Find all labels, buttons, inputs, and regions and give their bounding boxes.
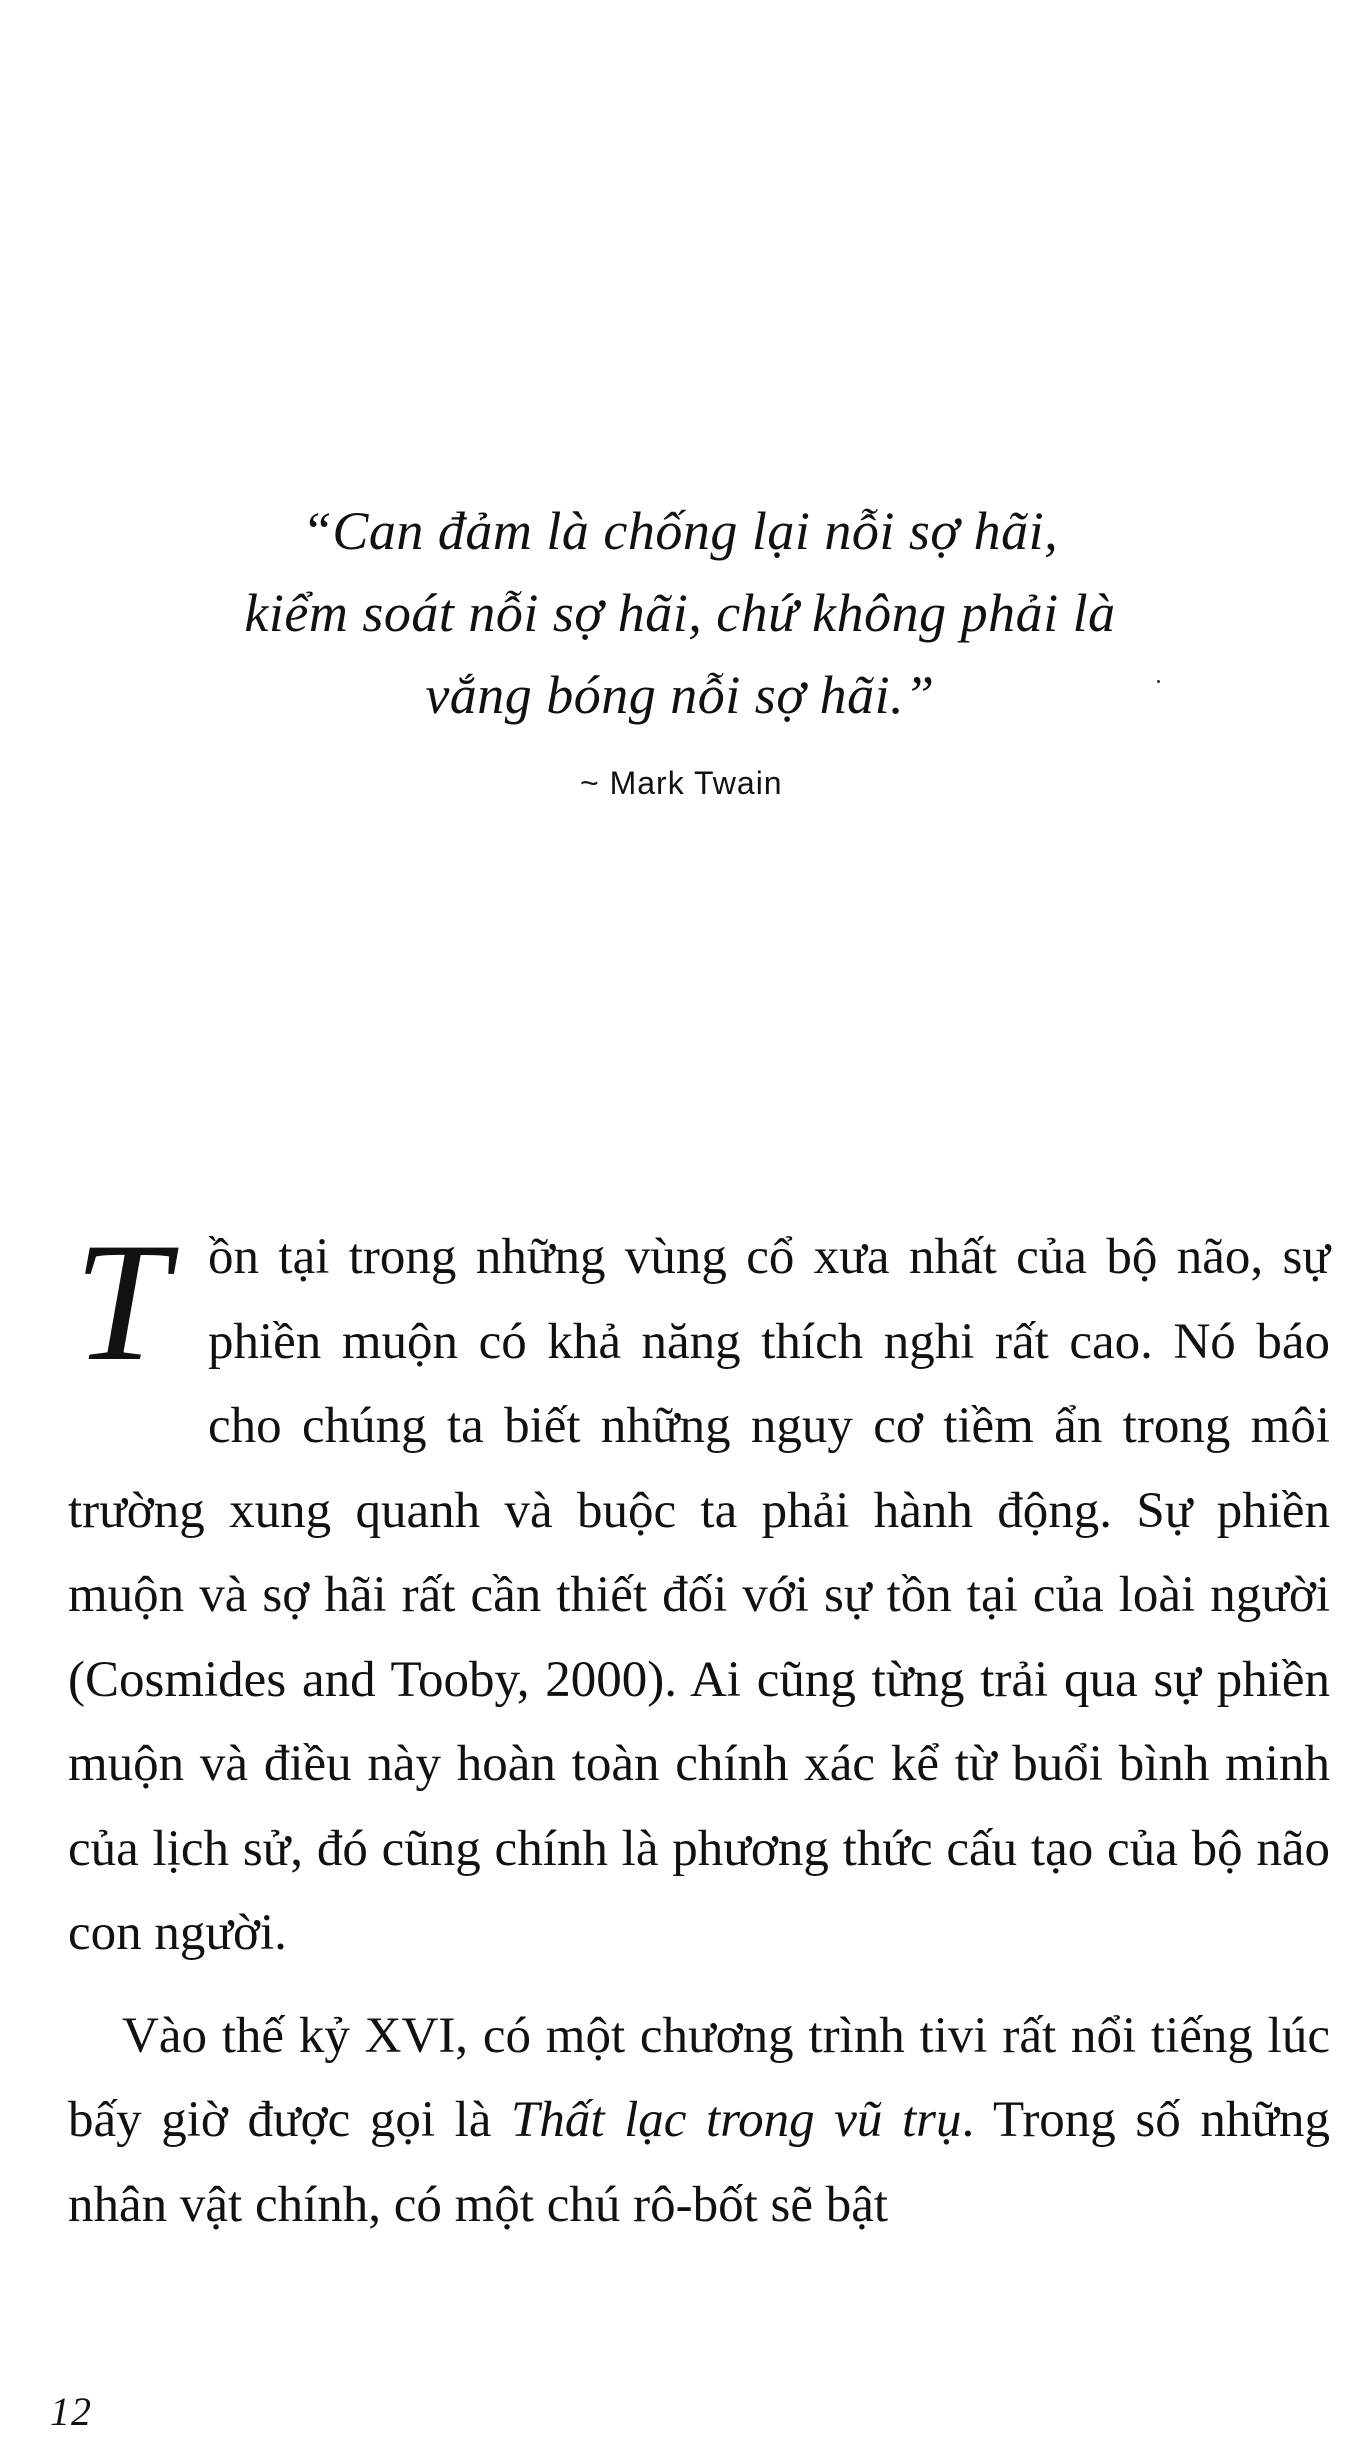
- paragraph-1: [68, 1208, 1330, 1976]
- drop-cap-letter: T: [74, 1208, 169, 1396]
- print-speck: [1157, 680, 1160, 683]
- paragraph-2: [68, 1994, 1330, 2248]
- quote-line-3: vắng bóng nỗi sợ hãi.”: [425, 665, 935, 725]
- body-text: [68, 1208, 1330, 2247]
- epigraph-quote: [180, 490, 1180, 736]
- page-number: 12: [50, 2389, 92, 2434]
- tv-show-title: Thất lạc trong vũ trụ: [511, 2092, 962, 2148]
- quote-line-2: kiểm soát nỗi sợ hãi, chứ không phải là: [244, 583, 1116, 643]
- quote-attribution: ~ Mark Twain: [580, 765, 783, 801]
- paragraph-2-text-before: Vào thế kỷ XVI, có một chương trình tivi rất nổi tiếng lúc bấy giờ được gọi là: [68, 2007, 1330, 2148]
- paragraph-2-text-after: . Trong số những nhân vật chính, có một chú rô-bốt sẽ bật: [68, 2092, 1330, 2233]
- quote-line-1: “Can đảm là chống lại nỗi sợ hãi,: [301, 501, 1059, 561]
- paragraph-1-text: ồn tại trong những vùng cổ xưa nhất của bộ não, sự phiền muộn có khả năng thích nghi rất cao. Nó báo cho chúng ta biết những nguy cơ tiềm ẩn trong môi trường xung quanh và buộc ta phải hành động. Sự phiền muộn và sợ hãi rất cần thiết đối với sự tồn tại của loài người (Cosmides and Tooby, 2000). Ai cũng từng trải qua sự phiền muộn và điều này hoàn toàn chính xác kể từ buổi bình minh của lịch sử, đó cũng chính là phương thức cấu tạo của bộ não con người.: [68, 1229, 1330, 1961]
